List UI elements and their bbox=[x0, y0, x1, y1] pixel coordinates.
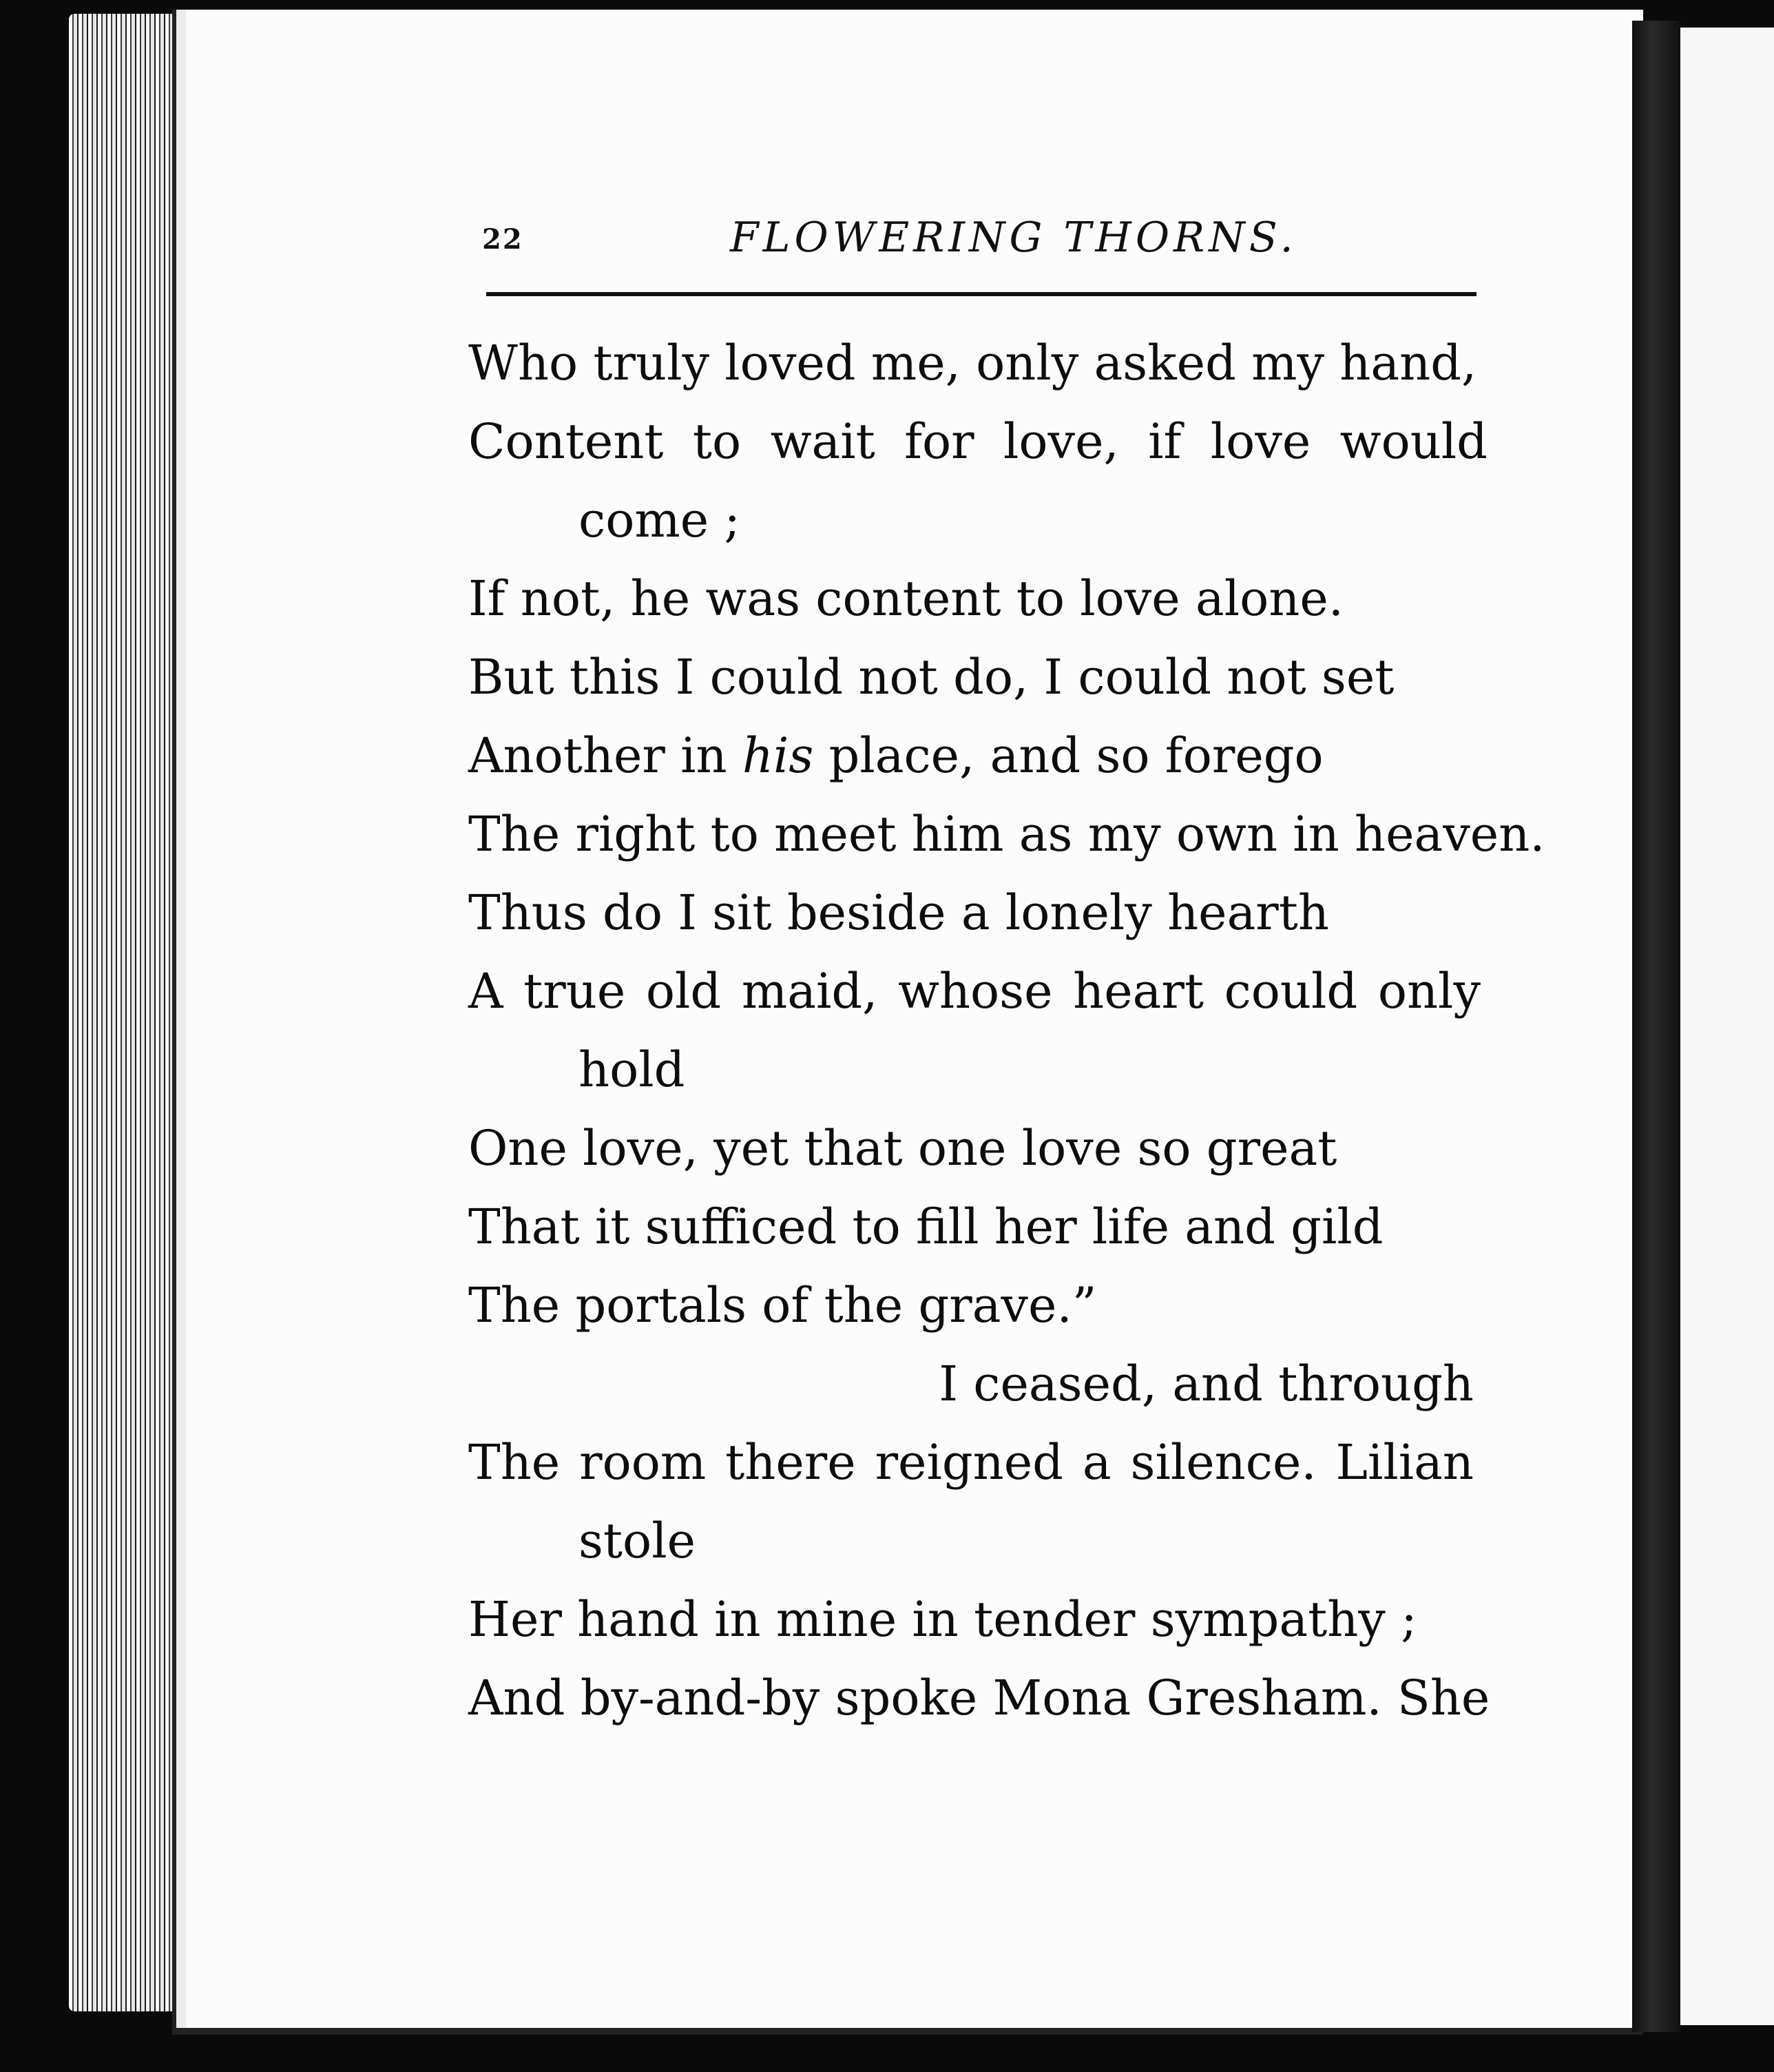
header-rule bbox=[486, 292, 1476, 296]
text-line: The portals of the grave.” bbox=[468, 1277, 1097, 1334]
text-line: If not, he was content to love alone. bbox=[468, 570, 1344, 627]
text-line: But this I could not do, I could not set bbox=[468, 649, 1395, 705]
text-line: The room there reigned a silence. Lilian bbox=[468, 1434, 1474, 1491]
text-line: stole bbox=[578, 1513, 696, 1569]
running-title: FLOWERING THORNS. bbox=[730, 214, 1297, 262]
text-line: And by-and-by spoke Mona Gresham. She bbox=[468, 1670, 1490, 1726]
text-segment: Another in bbox=[468, 727, 727, 784]
page-number: 22 bbox=[482, 223, 523, 256]
facing-page-edge bbox=[1680, 28, 1774, 2025]
text-line: That it sufficed to fill her life and gild bbox=[468, 1199, 1384, 1255]
text-line: I ceased, and through bbox=[939, 1356, 1474, 1412]
text-line bbox=[468, 716, 1501, 795]
italic-word: his bbox=[742, 727, 814, 784]
book-gutter-shadow bbox=[1632, 21, 1680, 2032]
text-line: One love, yet that one love so great bbox=[468, 1120, 1337, 1177]
page-header bbox=[482, 207, 1474, 269]
text-line: Who truly loved me, only asked my hand, bbox=[468, 335, 1477, 391]
text-line: Her hand in mine in tender sympathy ; bbox=[468, 1591, 1417, 1648]
text-line: hold bbox=[578, 1042, 685, 1098]
text-segment: place, and so forego bbox=[828, 727, 1324, 784]
text-line: come ; bbox=[578, 492, 740, 548]
poem-text bbox=[468, 324, 1545, 1737]
text-line: A true old maid, whose heart could only bbox=[468, 963, 1481, 1019]
text-line: The right to meet him as my own in heaven. bbox=[468, 806, 1545, 862]
text-line: Thus do I sit beside a lonely hearth bbox=[468, 884, 1329, 941]
text-line: Content to wait for love, if love would bbox=[468, 413, 1488, 470]
